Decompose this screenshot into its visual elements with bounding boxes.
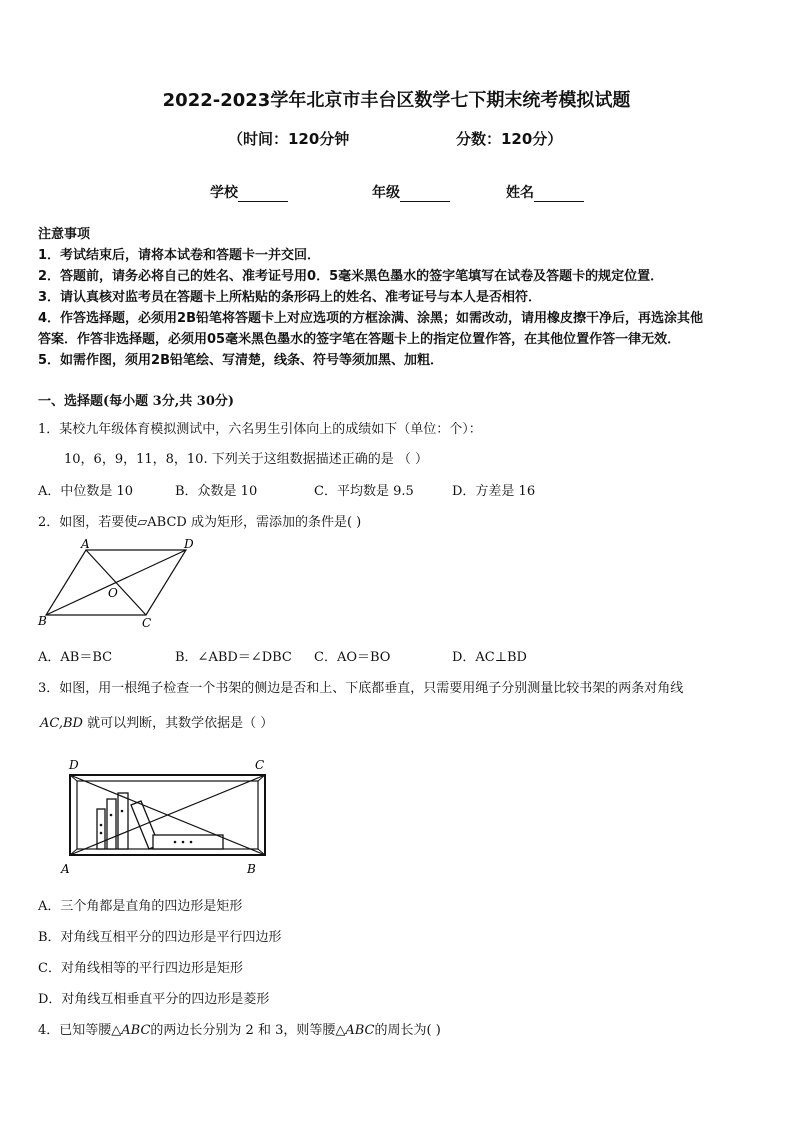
q3-option-d: D．对角线互相垂直平分的四边形是菱形 xyxy=(38,992,270,1007)
name-blank xyxy=(534,187,584,202)
q4-triangle-name: ABC xyxy=(345,1023,375,1038)
school-blank xyxy=(238,187,288,202)
q1-option-b: B．众数是 10 xyxy=(175,484,258,499)
q4-stem xyxy=(38,1019,441,1038)
q3-stem-rest: 就可以判断，其数学依据是（ ） xyxy=(82,716,274,731)
q1-option-c: C．平均数是 9.5 xyxy=(314,484,414,499)
q3-option-b: B．对角线互相平分的四边形是平行四边形 xyxy=(38,930,282,945)
point-label-c: C xyxy=(142,616,152,630)
q1-option-a: A．中位数是 10 xyxy=(38,484,134,499)
notice-heading: 注意事项 xyxy=(38,227,91,242)
school-label: 学校 xyxy=(210,185,238,201)
q3-option-c: C．对角线相等的平行四边形是矩形 xyxy=(38,961,243,976)
q4-stem-part: 的两边长分别为 2 和 3，则等腰△ xyxy=(150,1023,346,1038)
q3-stem-line2 xyxy=(40,712,273,731)
notice-item: 4．作答选择题，必须用2B铅笔将答题卡上对应选项的方框涂满、涂黑；如需改动，请用橡皮擦干净后，再选涂其他 xyxy=(38,311,704,326)
shelf-label-a: A xyxy=(61,862,70,876)
point-label-d: D xyxy=(184,537,194,551)
q3-stem: 3．如图，用一根绳子检查一个书架的侧边是否和上、下底都垂直，只需要用绳子分别测量比较书架的两条对角线 xyxy=(38,681,684,696)
q1-data: 10，6，9，11，8，10. 下列关于这组数据描述正确的是 （ ） xyxy=(64,452,428,467)
shelf-label-b: B xyxy=(247,862,256,876)
q2-option-d: D．AC⊥BD xyxy=(452,650,527,665)
notice-item: 1．考试结束后，请将本试卷和答题卡一并交回． xyxy=(38,248,321,263)
notice-item: 3．请认真核对监考员在答题卡上所粘贴的条形码上的姓名、准考证号与本人是否相符． xyxy=(38,290,542,305)
parallelogram-figure xyxy=(30,535,210,635)
name-field xyxy=(506,182,584,202)
name-label: 姓名 xyxy=(506,185,534,201)
exam-score: 分数：120分） xyxy=(456,130,563,148)
q4-triangle-name: ABC xyxy=(121,1023,151,1038)
q2-option-a: A．AB＝BC xyxy=(38,650,113,665)
q4-stem-part: 4．已知等腰△ xyxy=(38,1023,122,1038)
grade-field xyxy=(372,182,450,202)
book xyxy=(107,799,116,849)
book-lying xyxy=(153,835,223,849)
shelf-label-d: D xyxy=(69,758,79,772)
q2-stem: 2．如图，若要使▱ABCD 成为矩形，需添加的条件是( ) xyxy=(38,515,362,530)
book xyxy=(118,793,128,849)
diagonal-bd xyxy=(46,550,186,615)
section-heading: 一、选择题(每小题 3分,共 30分) xyxy=(38,394,235,409)
q4-stem-part: 的周长为( ) xyxy=(374,1023,441,1038)
q2-option-c: C．AO＝BO xyxy=(314,650,391,665)
page-title: 2022-2023学年北京市丰台区数学七下期末统考模拟试题 xyxy=(162,90,631,111)
point-label-b: B xyxy=(38,614,47,628)
notice-item: 5．如需作图，须用2B铅笔绘、写清楚，线条、符号等须加黑、加粗． xyxy=(38,353,443,368)
q1-stem: 1．某校九年级体育模拟测试中，六名男生引体向上的成绩如下（单位：个）： xyxy=(38,422,482,437)
q3-option-a: A．三个角都是直角的四边形是矩形 xyxy=(38,899,243,914)
shelf-label-c: C xyxy=(255,758,265,772)
q3-diagonals-math: AC,BD xyxy=(40,716,83,731)
notice-item: 答案．作答非选择题，必须用05毫米黑色墨水的签字笔在答题卡上的指定位置作答，在其他位置作答一律无效． xyxy=(38,332,681,347)
q1-option-d: D．方差是 16 xyxy=(452,484,536,499)
school-field xyxy=(210,182,288,202)
exam-time: （时间：120分钟 xyxy=(228,130,350,148)
point-label-o: O xyxy=(108,586,118,600)
notice-item: 2．答题前，请务必将自己的姓名、准考证号用0．5毫米黑色墨水的签字笔填写在试卷及答题卡的规定位置． xyxy=(38,269,664,284)
q2-option-b: B．∠ABD＝∠DBC xyxy=(175,650,292,665)
grade-blank xyxy=(400,187,450,202)
grade-label: 年级 xyxy=(372,185,400,201)
bookshelf-figure xyxy=(55,755,285,880)
point-label-a: A xyxy=(81,537,90,551)
